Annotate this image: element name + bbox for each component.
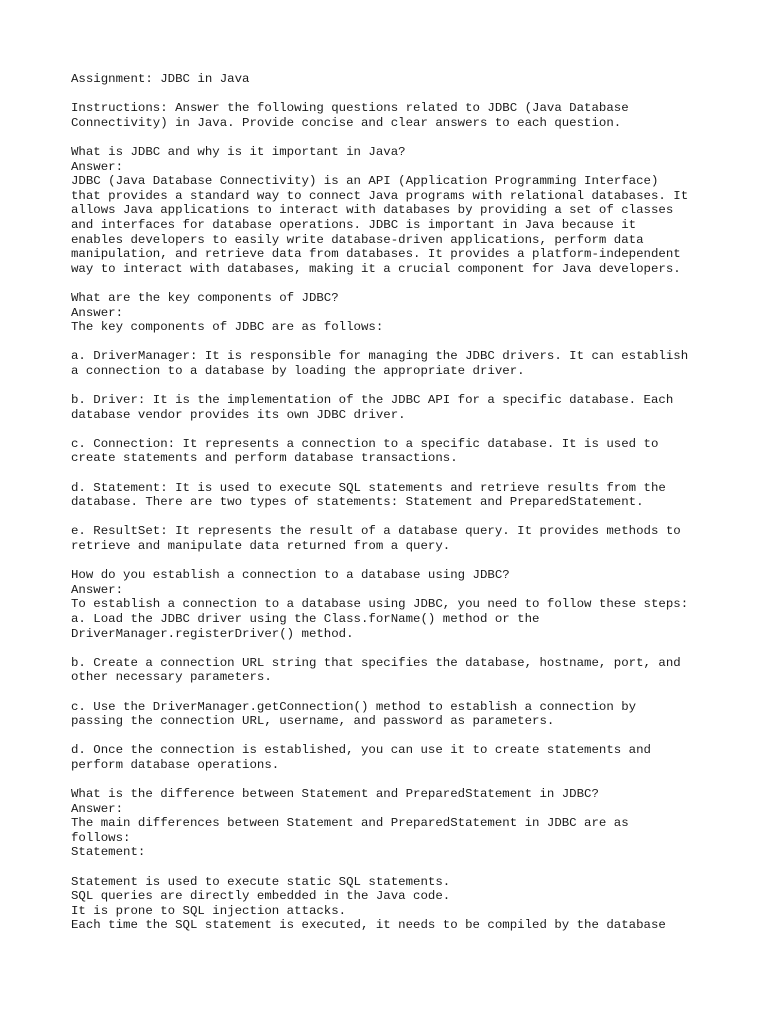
answer-1-text: JDBC (Java Database Connectivity) is an API (Application Programming Interface) that provides a standard way to connect Java programs with relational databases. It allows Java applications to interact with databases by providing a set of classes and interfaces for database operations. JDBC is important in Java because it enables developers to easily write database-driven applications, perform data manipulation, and retrieve data from databases. It provides a platform-independent way to interact with databases, making it a crucial component for Java developers.	[71, 174, 689, 276]
answer-2-intro: The key components of JDBC are as follows:	[71, 320, 384, 335]
statement-line-3: It is prone to SQL injection attacks.	[71, 903, 347, 918]
component-item-resultset: e. ResultSet: It represents the result of a database query. It provides methods to retrieve and manipulate data returned from a query.	[71, 524, 681, 553]
connection-step-b: b. Create a connection URL string that specifies the database, hostname, port, and other necessary parameters.	[71, 655, 681, 685]
statement-line-2: SQL queries are directly embedded in the Java code.	[71, 889, 451, 904]
component-item-statement: d. Statement: It is used to execute SQL statements and retrieve results from the database. There are two types of statements: Statement and PreparedStatement.	[71, 480, 666, 510]
answer-3-intro: To establish a connection to a database using JDBC, you need to follow these steps:	[71, 597, 689, 612]
document-body	[71, 72, 731, 933]
answer-4-intro: The main differences between Statement and PreparedStatement in JDBC are as follows:	[71, 816, 629, 845]
component-item-driver: b. Driver: It is the implementation of the JDBC API for a specific database. Each database vendor provides its own JDBC driver.	[71, 393, 674, 422]
question-1: What is JDBC and why is it important in Java?	[71, 144, 406, 159]
connection-step-a: a. Load the JDBC driver using the Class.forName() method or the DriverManager.registerDriver() method.	[71, 611, 540, 641]
connection-step-d: d. Once the connection is established, you can use it to create statements and perform database operations.	[71, 743, 651, 772]
answer-label-3: Answer:	[71, 582, 124, 597]
statement-subheading: Statement:	[71, 845, 146, 860]
component-item-driver-manager: a. DriverManager: It is responsible for managing the JDBC drivers. It can establish a connection to a database by loading the appropriate driver.	[71, 349, 689, 378]
question-3: How do you establish a connection to a database using JDBC?	[71, 568, 510, 583]
answer-label-2: Answer:	[71, 305, 124, 320]
answer-label-4: Answer:	[71, 801, 124, 816]
answer-label-1: Answer:	[71, 159, 124, 174]
statement-line-1: Statement is used to execute static SQL statements.	[71, 874, 451, 889]
statement-line-4: Each time the SQL statement is executed, it needs to be compiled by the database	[71, 918, 666, 933]
assignment-title: Assignment: JDBC in Java	[71, 72, 250, 86]
instructions-paragraph: Instructions: Answer the following questions related to JDBC (Java Database Connectivity) in Java. Provide concise and clear answers to each question.	[71, 101, 629, 130]
component-item-connection: c. Connection: It represents a connection to a specific database. It is used to create statements and perform database transactions.	[71, 436, 659, 466]
question-4: What is the difference between Statement and PreparedStatement in JDBC?	[71, 787, 599, 802]
connection-step-c: c. Use the DriverManager.getConnection() method to establish a connection by passing the connection URL, username, and password as parameters.	[71, 699, 637, 729]
question-2: What are the key components of JDBC?	[71, 290, 339, 305]
